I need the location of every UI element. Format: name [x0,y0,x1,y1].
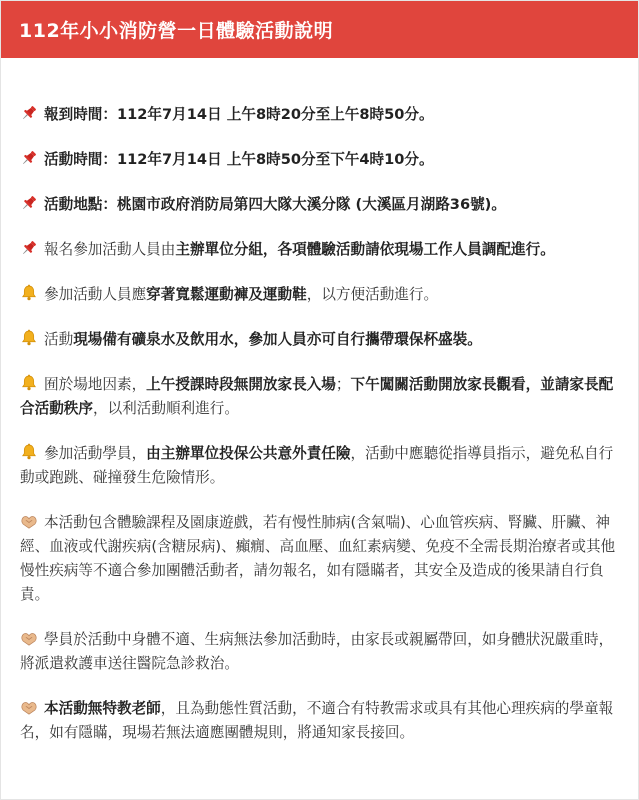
notice-item [20,442,616,490]
notice-item [20,328,616,352]
notice-item [20,697,616,745]
page-header [1,1,638,58]
notice-text: 學員於活動中身體不適、生病無法參加活動時，由家長或親屬帶回，如身體狀況嚴重時，將派遣救護車送往醫院急診救治。 [20,631,614,672]
notice-item [20,103,616,127]
bell-icon [20,443,38,461]
bell-icon [20,329,38,347]
notice-text: 活動 [44,331,74,348]
notice-item [20,373,616,421]
notice-text: ，以利活動順利進行。 [92,400,239,417]
notice-item [20,628,616,676]
notice-text: ，活動中應聽從指導員指示，避免私自行動或跑跳、碰撞發生危險情形。 [20,445,614,486]
notice-text: 囿於場地因素， [44,376,147,393]
notice-text: 參加活動學員， [44,445,147,462]
notice-item [20,511,616,607]
notice-text: 報名參加活動人員由 [44,241,176,258]
notice-item [20,193,616,217]
notice-text-bold: 上午授課時段無開放家長入場 [146,376,336,393]
notice-text-bold: 由主辦單位投保公共意外責任險 [146,445,351,462]
pushpin-icon [20,194,38,212]
notice-text-bold: 穿著寬鬆運動褲及運動鞋 [146,286,307,303]
notice-text: ，且為動態性質活動，不適合有特教需求或具有其他心理疾病的學童報名，如有隱瞞，現場若無法適應團體規則，將通知家長接回。 [20,700,614,741]
heart-hands-icon [20,629,38,647]
bell-icon [20,374,38,392]
notice-text: ，以方便活動進行。 [306,286,439,303]
bell-icon [20,284,38,302]
pushpin-icon [20,239,38,257]
notice-text-bold: 主辦單位分組，各項體驗活動請依現場工作人員調配進行。 [175,241,555,258]
notice-item [20,238,616,262]
heart-hands-icon [20,698,38,716]
notice-text-bold: 活動時間：112年7月14日 上午8時50分至下午4時10分。 [44,151,434,168]
notice-list [1,58,638,745]
notice-text: 本活動包含體驗課程及園康遊戲，若有慢性肺病(含氣喘)、心血管疾病、腎臟、肝臟、神經、血液或代謝疾病(含糖尿病)、癲癇、高血壓、血紅素病變、免疫不全需長期治療者或其他慢性疾病等不適合參加團體活動者，請勿報名，如有隱瞞者，其安全及造成的後果請自行負責。 [20,514,616,603]
notice-text: 參加活動人員應 [44,286,147,303]
notice-item [20,283,616,307]
notice-text-bold: 活動地點：桃園市政府消防局第四大隊大溪分隊 (大溪區月湖路36號)。 [44,196,506,213]
notice-text-bold: 報到時間：112年7月14日 上午8時20分至上午8時50分。 [44,106,434,123]
notice-text-bold: 下午闖關活動開放家長觀看，並請家長配合活動秩序 [20,376,614,417]
notice-text-bold: 現場備有礦泉水及飲用水，參加人員亦可自行攜帶環保杯盛裝。 [73,331,482,348]
notice-text-bold: 本活動無特教老師 [44,700,161,717]
heart-hands-icon [20,512,38,530]
page-title: 112年小小消防營一日體驗活動說明 [19,20,334,42]
notice-text: ； [335,376,351,393]
pushpin-icon [20,149,38,167]
pushpin-icon [20,104,38,122]
notice-item [20,148,616,172]
